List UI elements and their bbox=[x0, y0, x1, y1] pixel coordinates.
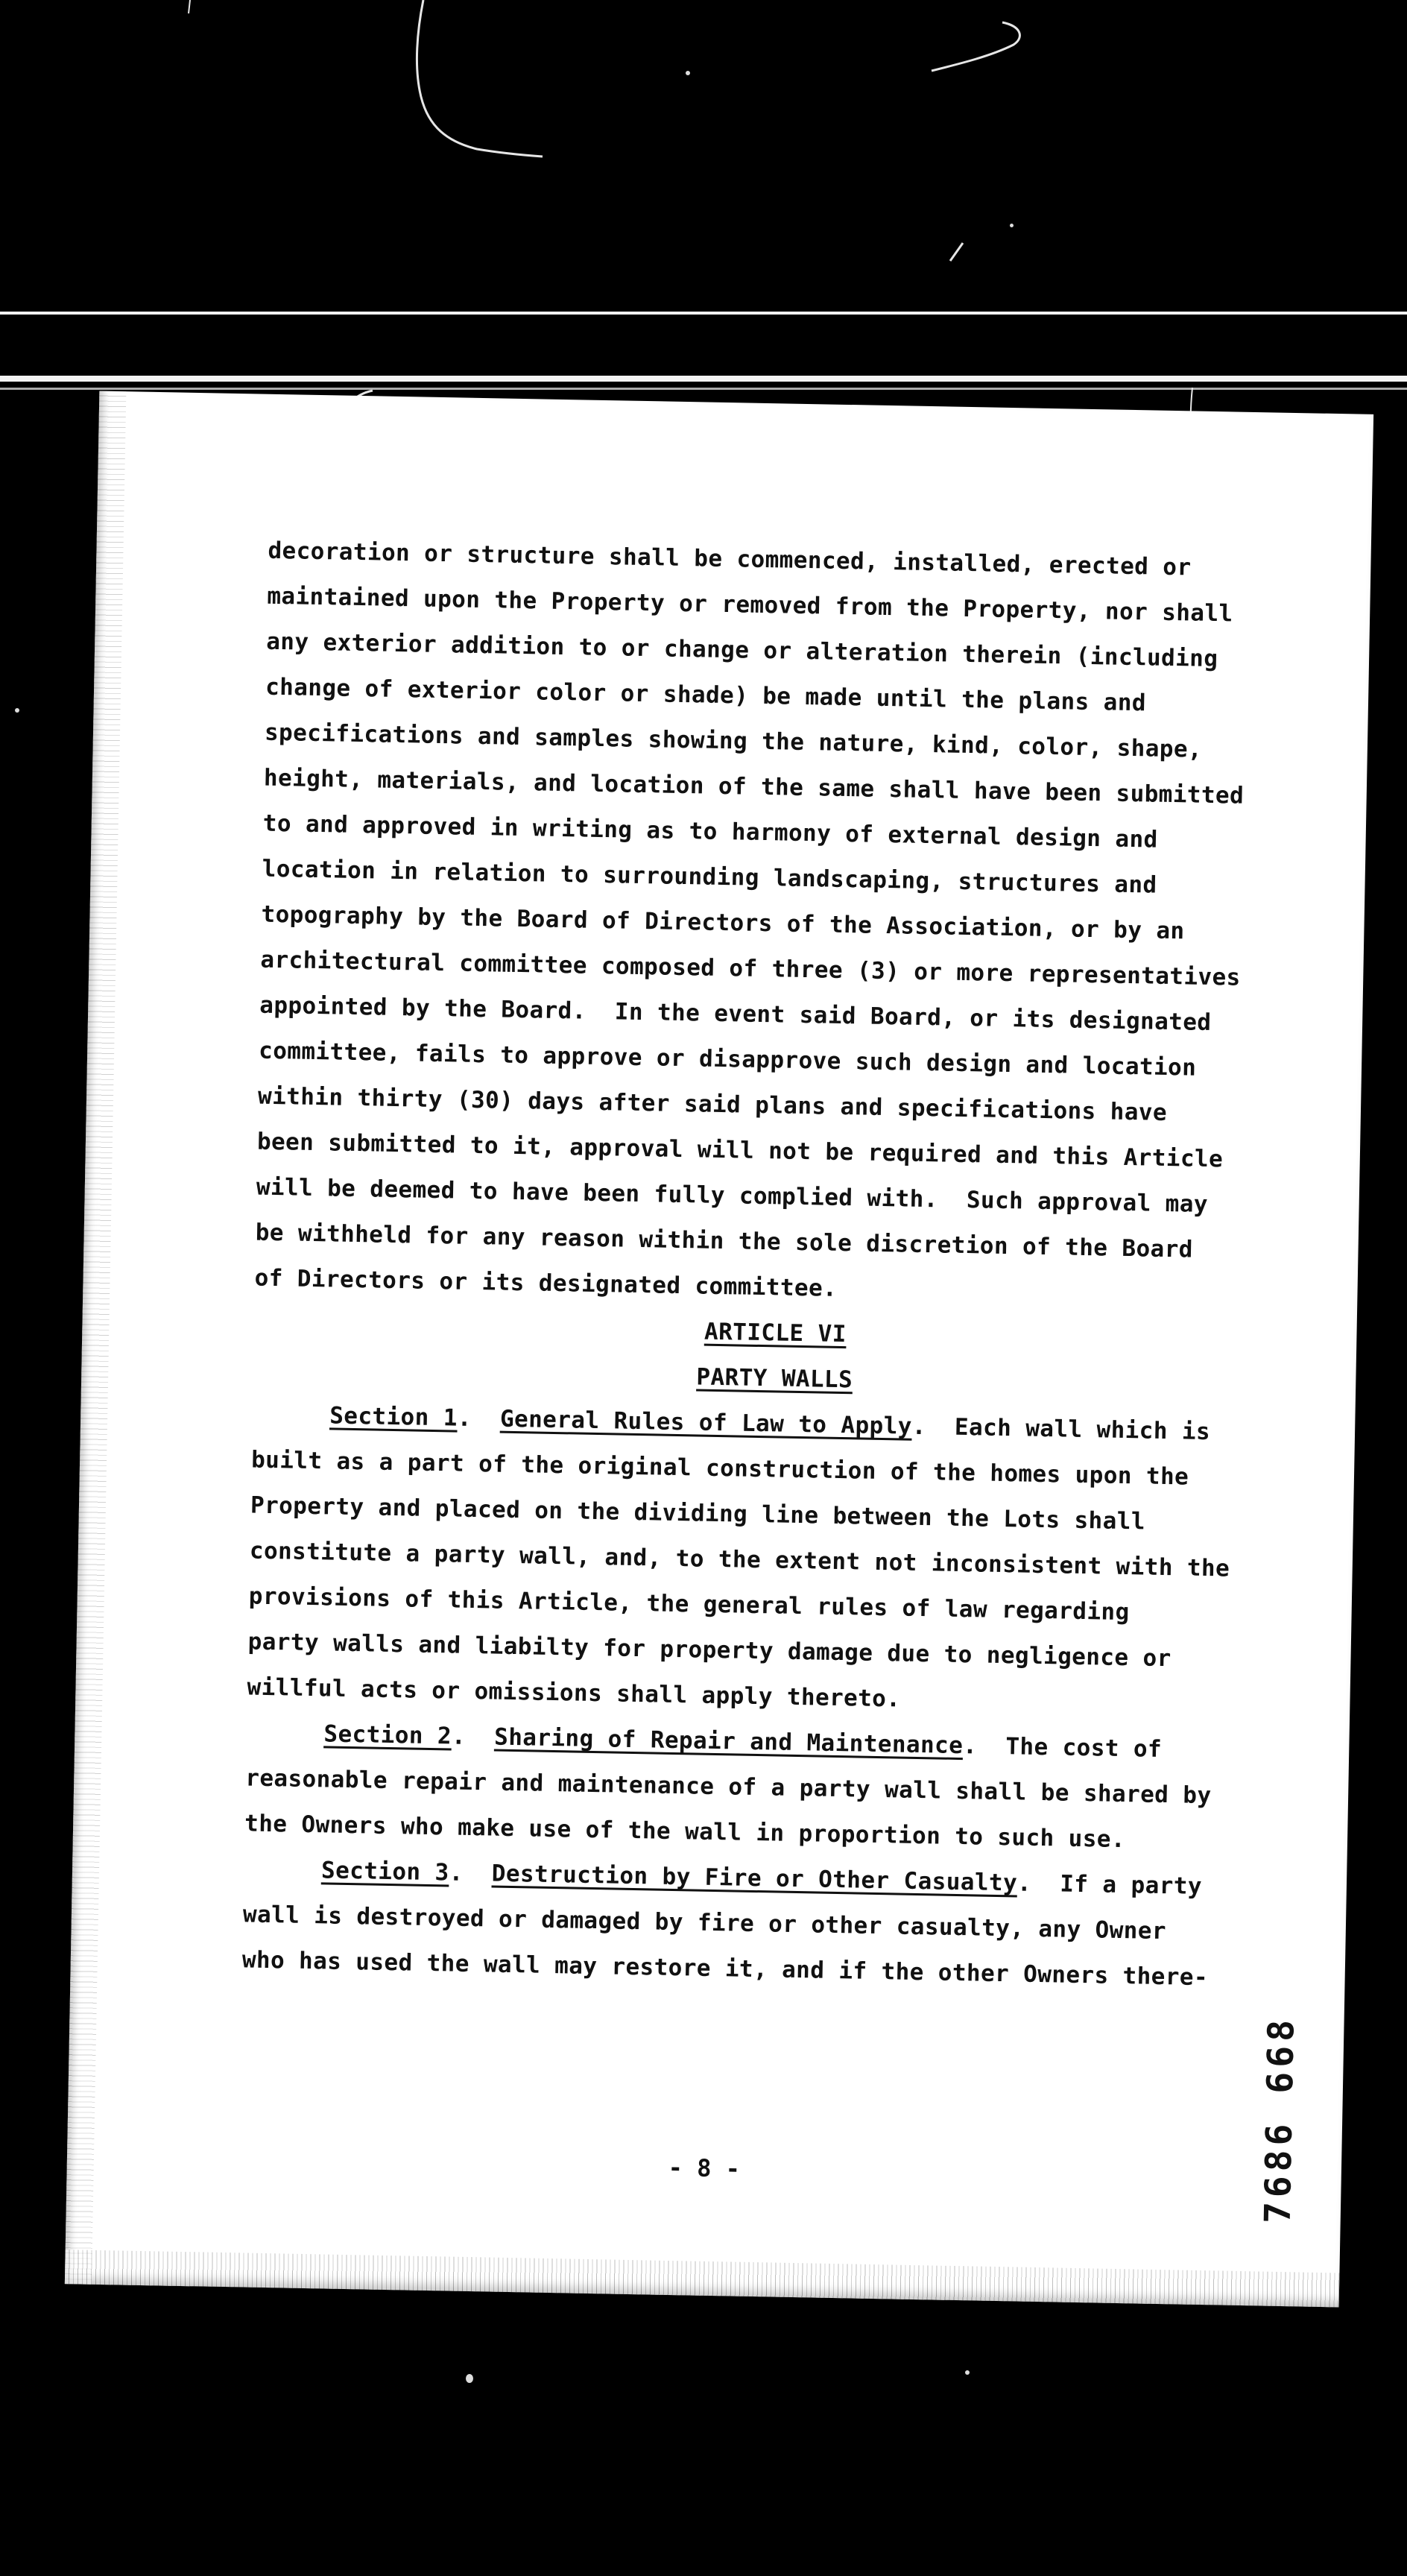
body-line: to and approved in writing as to harmony of external design and bbox=[262, 809, 1158, 853]
section-1-line: Property and placed on the dividing line between the Lots shall bbox=[250, 1491, 1146, 1535]
body-line: committee, fails to approve or disapprove such design and location bbox=[258, 1037, 1197, 1082]
scan-speck bbox=[965, 2370, 970, 2375]
section-2-label: Section 2 bbox=[323, 1720, 452, 1750]
section-3-heading-line: Section 3. Destruction by Fire or Other Casualty. If a party bbox=[320, 1857, 1203, 1900]
document-page bbox=[65, 391, 1373, 2308]
article-heading bbox=[551, 1307, 999, 1360]
scan-speck bbox=[466, 2374, 473, 2383]
section-2-first-line-rest: The cost of bbox=[1005, 1733, 1163, 1763]
body-line: will be deemed to have been fully complied with. Such approval may bbox=[256, 1173, 1209, 1218]
body-line: appointed by the Board. In the event said Board, or its designated bbox=[259, 991, 1212, 1037]
section-1-label: Section 1 bbox=[329, 1402, 458, 1432]
book-page-stamp: 7686 668 bbox=[1256, 2015, 1303, 2224]
scan-speck bbox=[686, 71, 690, 75]
section-1-first-line-rest: Each wall which is bbox=[954, 1413, 1211, 1446]
article-title-text: PARTY WALLS bbox=[696, 1363, 853, 1394]
section-1-line: provisions of this Article, the general rules of law regarding bbox=[248, 1582, 1130, 1626]
section-2-line: reasonable repair and maintenance of a party wall shall be shared by bbox=[245, 1764, 1212, 1810]
section-3-line: wall is destroyed or damaged by fire or other casualty, any Owner bbox=[242, 1901, 1167, 1945]
section-1-heading-line: Section 1. General Rules of Law to Apply. Each wall which is bbox=[329, 1402, 1211, 1446]
body-line: specifications and samples showing the nature, kind, color, shape, bbox=[264, 719, 1203, 763]
body-line: maintained upon the Property or removed from the Property, nor shall bbox=[267, 582, 1233, 628]
scan-scratches bbox=[0, 0, 1407, 417]
body-line: location in relation to surrounding landscaping, structures and bbox=[262, 855, 1157, 899]
section-1-line: built as a part of the original construction of the homes upon the bbox=[250, 1446, 1189, 1491]
section-1-line: willful acts or omissions shall apply thereto. bbox=[247, 1673, 901, 1713]
body-line: decoration or structure shall be commenced, installed, erected or bbox=[268, 537, 1192, 581]
body-line: architectural committee composed of three (3) or more representatives bbox=[260, 946, 1241, 991]
section-2-title: Sharing of Repair and Maintenance bbox=[493, 1723, 964, 1760]
section-3-first-line-rest: If a party bbox=[1059, 1870, 1203, 1900]
section-3-title: Destruction by Fire or Other Casualty bbox=[491, 1860, 1018, 1897]
section-1-line: party walls and liabilty for property damage due to negligence or bbox=[247, 1628, 1172, 1673]
article-heading-text: ARTICLE VI bbox=[704, 1318, 847, 1348]
body-line: topography by the Board of Directors of the Association, or by an bbox=[261, 900, 1185, 945]
body-line: any exterior addition to or change or alteration therein (including bbox=[265, 628, 1218, 673]
body-line: height, materials, and location of the same shall have been submitted bbox=[263, 764, 1245, 809]
section-2-heading-line: Section 2. Sharing of Repair and Maintenance. The cost of bbox=[323, 1720, 1163, 1763]
section-3-line: who has used the wall may restore it, and if the other Owners there- bbox=[241, 1946, 1209, 1992]
article-title bbox=[551, 1352, 999, 1406]
section-1-line: constitute a party wall, and, to the extent not inconsistent with the bbox=[249, 1537, 1230, 1582]
page-number: - 8 - bbox=[668, 2153, 741, 2183]
page-edge-noise bbox=[65, 391, 127, 2285]
section-2-line: the Owners who make use of the wall in proportion to such use. bbox=[244, 1810, 1126, 1854]
section-3-label: Section 3 bbox=[320, 1857, 449, 1887]
body-line: within thirty (30) days after said plans and specifications have bbox=[257, 1082, 1168, 1126]
body-line: been submitted to it, approval will not be required and this Article bbox=[256, 1128, 1224, 1173]
body-line: of Directors or its designated committee. bbox=[254, 1264, 838, 1302]
body-line: be withheld for any reason within the sole discretion of the Board bbox=[255, 1219, 1194, 1263]
scan-speck bbox=[1010, 224, 1014, 227]
body-line: change of exterior color or shade) be made until the plans and bbox=[265, 673, 1147, 717]
page-bottom-noise bbox=[65, 2250, 1340, 2307]
scan-speck bbox=[15, 708, 19, 713]
section-1-title: General Rules of Law to Apply bbox=[499, 1405, 913, 1440]
document-body bbox=[241, 528, 1267, 2001]
